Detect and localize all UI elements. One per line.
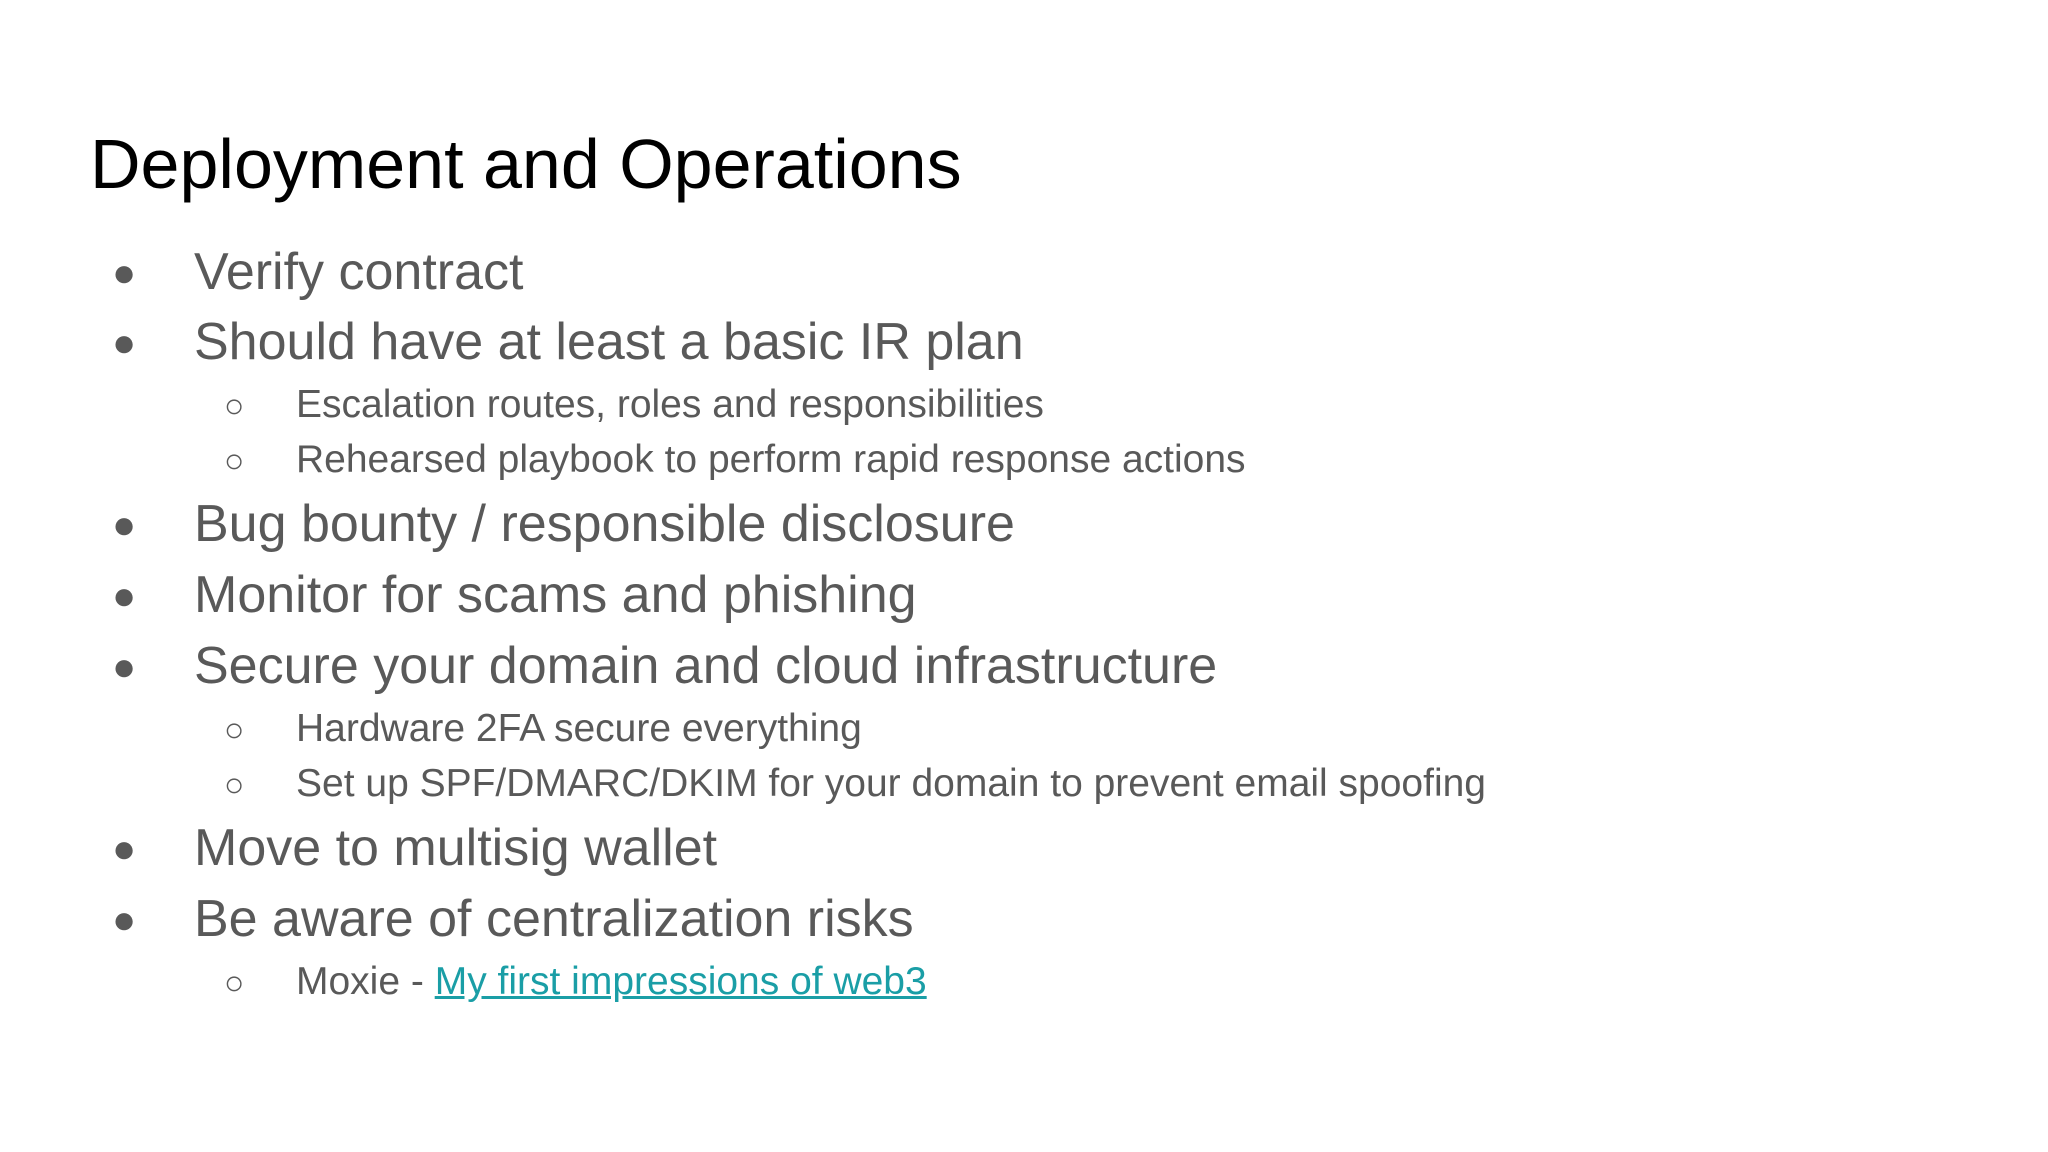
sub-bullet-icon: ○ bbox=[224, 387, 245, 425]
sub-bullet-text bbox=[296, 959, 927, 1005]
bullet-icon: ● bbox=[112, 503, 137, 547]
bullet-icon: ● bbox=[112, 827, 137, 871]
bullet-text: Verify contract bbox=[194, 243, 524, 301]
sub-bullet-text: Set up SPF/DMARC/DKIM for your domain to prevent email spoofing bbox=[296, 762, 1486, 805]
bullet-icon: ● bbox=[112, 898, 137, 942]
sub-bullet-text: Hardware 2FA secure everything bbox=[296, 707, 862, 750]
bullet-text: Secure your domain and cloud infrastructure bbox=[194, 637, 1218, 695]
bullet-icon: ● bbox=[112, 574, 137, 618]
slide-title: Deployment and Operations bbox=[90, 125, 962, 203]
bullet-text: Monitor for scams and phishing bbox=[194, 566, 917, 624]
sub-bullet-text: Rehearsed playbook to perform rapid response actions bbox=[296, 438, 1246, 481]
bullet-icon: ● bbox=[112, 645, 137, 689]
bullet-text: Be aware of centralization risks bbox=[194, 890, 914, 948]
web3-impressions-link[interactable]: My first impressions of web3 bbox=[434, 960, 927, 1003]
bullet-text: Move to multisig wallet bbox=[194, 819, 718, 877]
sub-bullet-icon: ○ bbox=[224, 711, 245, 749]
sub-bullet-icon: ○ bbox=[224, 442, 245, 480]
sub-bullet-icon: ○ bbox=[224, 766, 245, 804]
sub-bullet-prefix: Moxie - bbox=[296, 960, 435, 1003]
sub-bullet-text: Escalation routes, roles and responsibilities bbox=[296, 383, 1044, 426]
bullet-text: Should have at least a basic IR plan bbox=[194, 313, 1024, 371]
bullet-icon: ● bbox=[112, 321, 137, 365]
bullet-text: Bug bounty / responsible disclosure bbox=[194, 495, 1015, 553]
bullet-icon: ● bbox=[112, 251, 137, 295]
sub-bullet-icon: ○ bbox=[224, 964, 245, 1002]
